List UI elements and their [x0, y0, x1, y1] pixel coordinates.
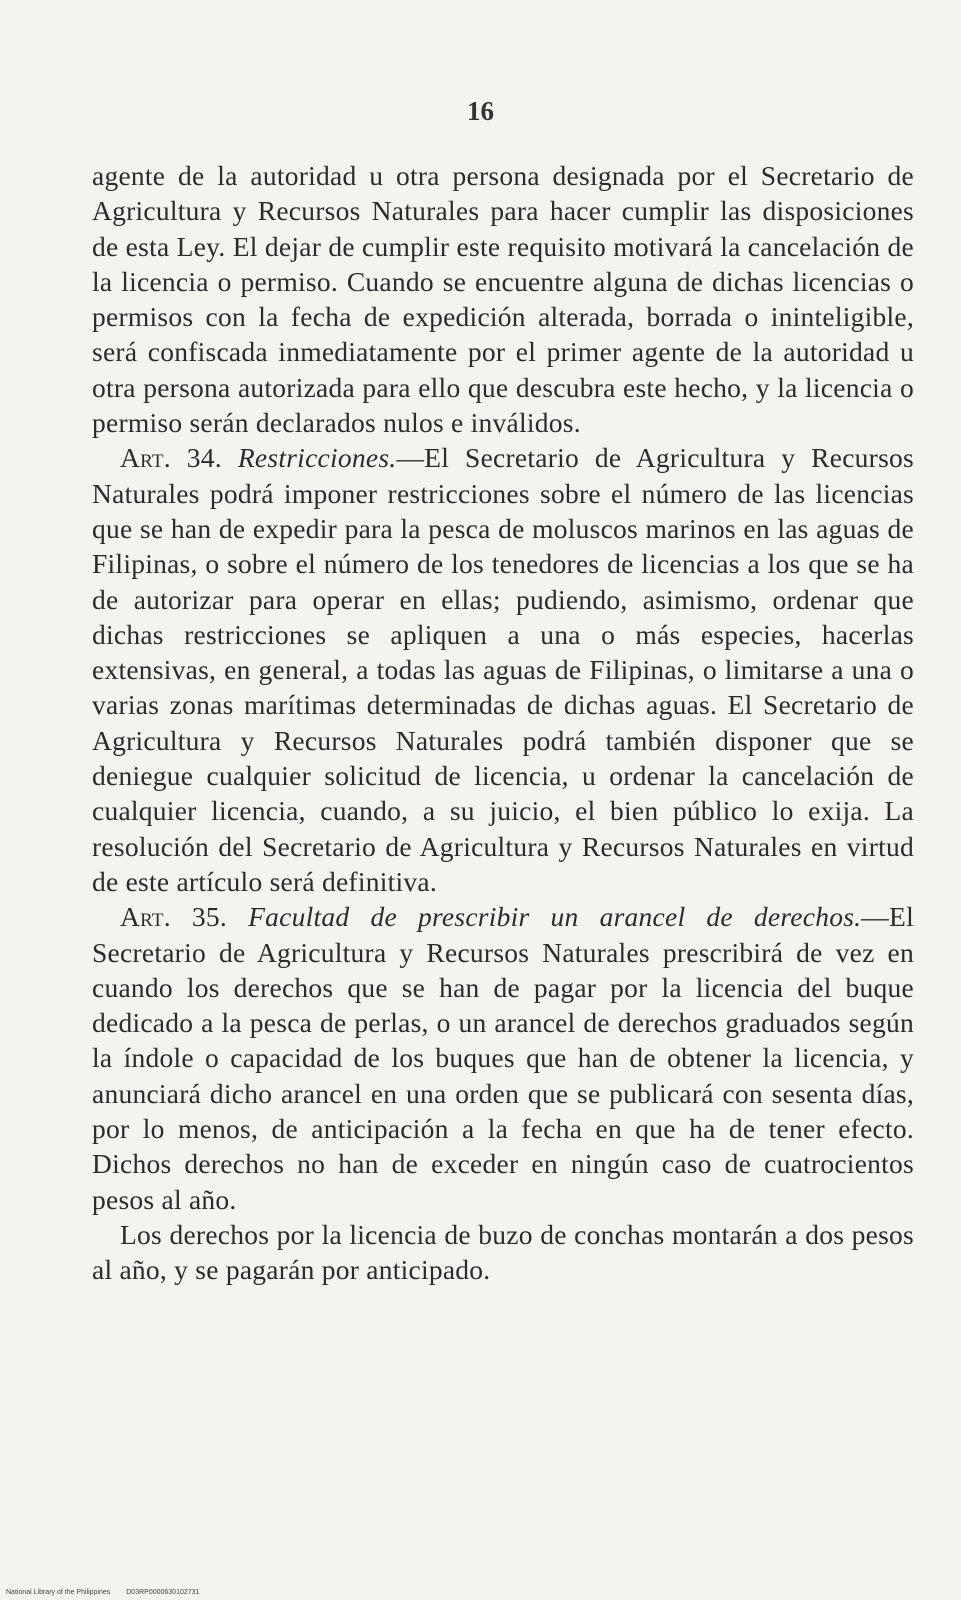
article-34	[92, 440, 914, 899]
article-text: —El Secretario de Agricultura y Recursos Naturales podrá imponer restricciones sobre el número de las licencias que se han de expedir para la pesca de moluscos marinos en las aguas de Filipinas, o sobre el número de los tenedores de licencias a los que se ha de autorizar para operar en ellas; pudiendo, asimismo, ordenar que dichas restricciones se apliquen a una o más especies, hacerlas extensivas, en general, a todas las aguas de Filipinas, o limitarse a una o varias zonas marítimas determinadas de dichas aguas. El Secretario de Agricultura y Recursos Naturales podrá también disponer que se deniegue cualquier solicitud de licencia, u ordenar la cancelación de cualquier licencia, cuando, a su juicio, el bien público lo exija. La resolución del Secretario de Agricultura y Recursos Naturales en virtud de este artículo será definitiva.	[92, 442, 914, 897]
page-number: 16	[467, 96, 494, 126]
paragraph-text: agente de la autoridad u otra persona designada por el Secretario de Agricultura y Recursos Naturales para hacer cumplir las disposiciones de esta Ley. El dejar de cumplir este requisito motivará la cancelación de la licencia o permiso. Cuando se encuentre alguna de dichas licencias o permisos con la fecha de expedición alterada, borrada o ininteligible, será confiscada inmediatamente por el primer agente de la autoridad u otra persona autorizada para ello que descubra este hecho, y la licencia o permiso serán declarados nulos e inválidos.	[92, 160, 914, 439]
article-35	[92, 899, 914, 1217]
article-text: —El Secretario de Agricultura y Recursos Naturales prescribirá de vez en cuando los derechos que se han de pagar por la licencia del buque dedicado a la pesca de perlas, o un arancel de derechos graduados según la índole o capacidad de los buques que han de obtener la licencia, y anunciará dicho arancel en una orden que se publicará con sesenta días, por lo menos, de anticipación a la fecha en que ha de tener efecto. Dichos derechos no han de exceder en ningún caso de cuatrocientos pesos al año.	[92, 901, 914, 1215]
paragraph-continuation	[92, 158, 914, 440]
article-label: Art. 35.	[120, 901, 228, 933]
footer-library: National Library of the Philippines	[6, 1589, 111, 1596]
article-title: Facultad de prescribir un arancel de derechos.	[248, 901, 862, 933]
paragraph-fees	[92, 1217, 914, 1288]
scan-footer	[6, 1589, 199, 1596]
footer-code: D03RP0000630102731	[126, 1589, 200, 1596]
document-body	[92, 158, 914, 1288]
article-label: Art. 34.	[120, 442, 222, 474]
paragraph-text: Los derechos por la licencia de buzo de conchas montarán a dos pesos al año, y se pagarán por anticipado.	[92, 1218, 914, 1286]
article-title: Restricciones.	[237, 442, 397, 474]
